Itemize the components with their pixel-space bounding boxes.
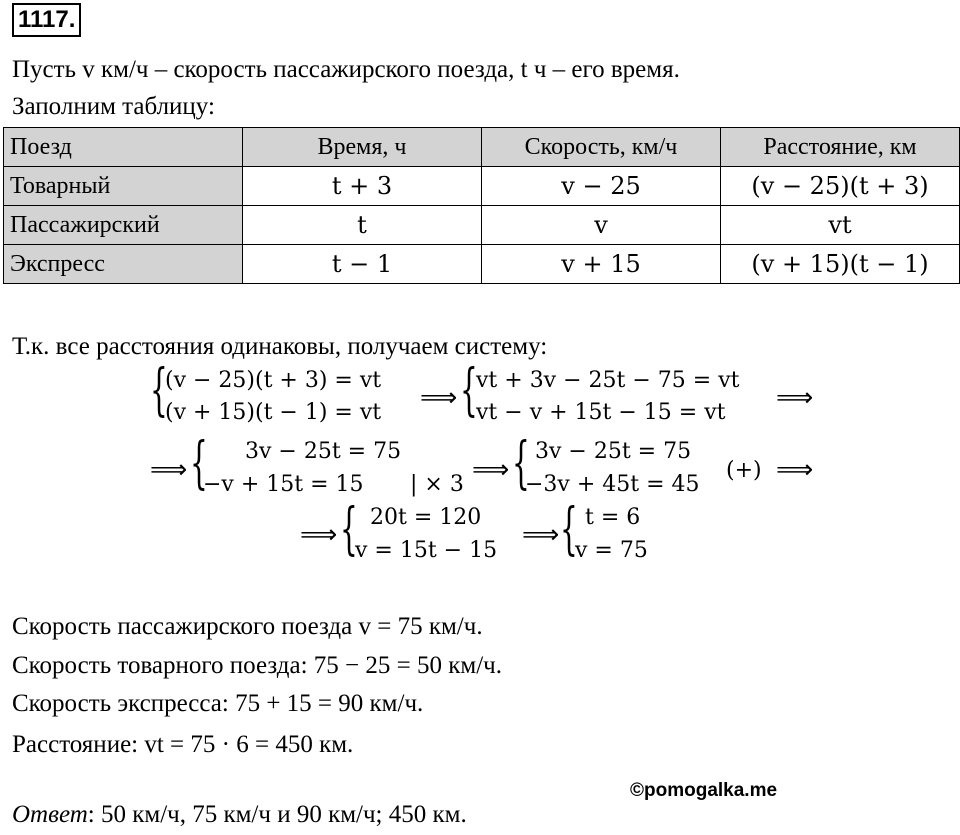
equation: −v + 15t = 15 (203, 472, 364, 497)
header-cell: Поезд (4, 128, 243, 167)
brace-icon: { (512, 431, 530, 496)
implies-arrow: ⟹ (420, 383, 458, 413)
intro-line-1: Пусть v км/ч – скорость пассажирского поезда, t ч – его время. (12, 56, 680, 83)
table-cell: (v − 25)(t + 3) (721, 167, 960, 206)
equation: t = 6 (585, 505, 641, 530)
row-label: Экспресс (4, 245, 243, 284)
implies-arrow: ⟹ (150, 455, 188, 485)
brace-icon: { (190, 431, 208, 496)
result-line: Расстояние: vt = 75 · 6 = 450 км. (12, 731, 354, 758)
brace-icon: { (560, 497, 578, 562)
table-cell: t (243, 206, 482, 245)
equation: (v + 15)(t − 1) = vt (165, 400, 382, 425)
table-cell: (v + 15)(t − 1) (721, 245, 960, 284)
table-row (4, 206, 960, 245)
row-label: Товарный (4, 167, 243, 206)
answer-text: : 50 км/ч, 75 км/ч и 90 км/ч; 450 км. (87, 801, 467, 828)
result-line: Скорость пассажирского поезда v = 75 км/ч. (12, 613, 483, 640)
row-label: Пассажирский (4, 206, 243, 245)
implies-arrow: ⟹ (522, 520, 560, 550)
implies-arrow: ⟹ (776, 383, 814, 413)
equation: −3v + 45t = 45 (525, 472, 700, 497)
equation: vt − v + 15t − 15 = vt (476, 400, 726, 425)
add-note: (+) (726, 458, 762, 483)
result-line: Скорость товарного поезда: 75 − 25 = 50 км/ч. (12, 652, 502, 679)
multiply-note: | × 3 (410, 472, 464, 497)
header-cell: Расстояние, км (721, 128, 960, 167)
brace-icon: { (340, 497, 358, 562)
intro-line-2: Заполним таблицу: (12, 93, 215, 120)
problem-number: 1117. (12, 3, 81, 37)
table-cell: v (482, 206, 721, 245)
table-cell: v − 25 (482, 167, 721, 206)
implies-arrow: ⟹ (300, 520, 338, 550)
result-line: Скорость экспресса: 75 + 15 = 90 км/ч. (12, 690, 424, 717)
header-cell: Скорость, км/ч (482, 128, 721, 167)
data-table (3, 127, 960, 284)
equation: v = 15t − 15 (355, 538, 498, 563)
header-cell: Время, ч (243, 128, 482, 167)
implies-arrow: ⟹ (472, 455, 510, 485)
answer-line (12, 800, 467, 830)
table-cell: t + 3 (243, 167, 482, 206)
brace-icon: { (460, 358, 478, 423)
equation: (v − 25)(t + 3) = vt (165, 368, 382, 393)
equation: 3v − 25t = 75 (245, 439, 402, 464)
watermark: ©pomogalka.me (630, 780, 778, 801)
answer-label: Ответ (12, 801, 88, 828)
table-cell: t − 1 (243, 245, 482, 284)
equation: 20t = 120 (370, 505, 482, 530)
equation: 3v − 25t = 75 (535, 439, 692, 464)
brace-icon: { (150, 358, 168, 423)
system-intro: Т.к. все расстояния одинаковы, получаем систему: (12, 333, 548, 360)
equation: v = 75 (575, 538, 648, 563)
table-row (4, 167, 960, 206)
table-cell: vt (721, 206, 960, 245)
implies-arrow: ⟹ (776, 455, 814, 485)
equation: vt + 3v − 25t − 75 = vt (476, 368, 740, 393)
table-header-row (4, 128, 960, 167)
table-row (4, 245, 960, 284)
table-cell: v + 15 (482, 245, 721, 284)
